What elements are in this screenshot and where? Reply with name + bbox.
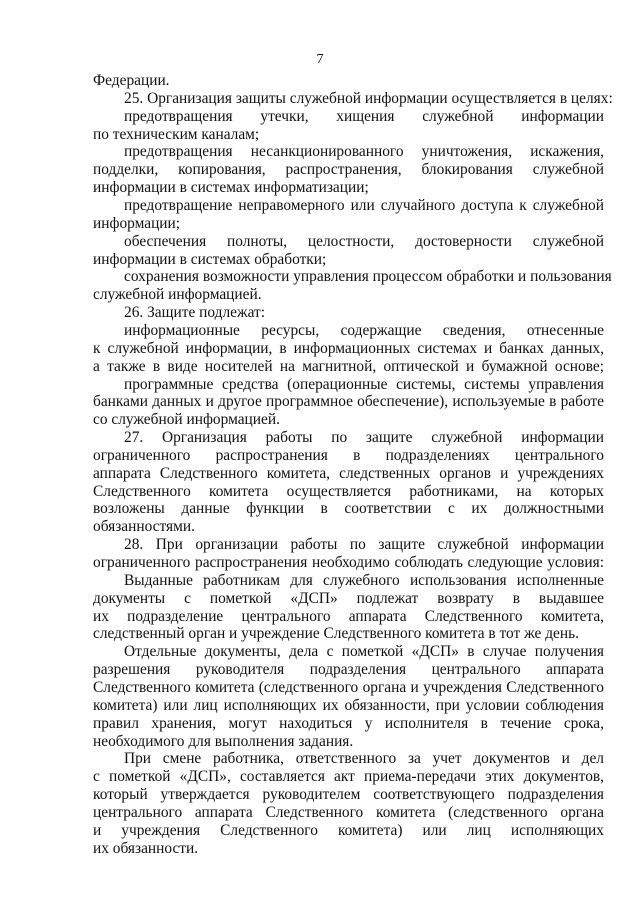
text-line: банками данных и другое программное обеспечение), используемые в работе	[93, 393, 604, 411]
text-line: программные средства (операционные системы, системы управления	[124, 375, 604, 393]
text-line: информации в системах обработки;	[93, 250, 327, 268]
text-line: комитета) или лиц исполняющих их обязанности, при условии соблюдения	[93, 696, 604, 714]
text-line: центрального аппарата Следственного комитета (следственного органа	[93, 803, 604, 821]
text-line: Выданные работникам для служебного использования исполненные	[124, 571, 604, 589]
text-line: со служебной информацией.	[93, 411, 280, 429]
text-line: служебной информацией.	[93, 286, 262, 304]
text-line: их обязанности.	[93, 839, 199, 857]
text-line: предотвращения несанкционированного уничтожения, искажения,	[124, 143, 604, 161]
text-line: ограниченного распространения в подразделениях центрального	[93, 446, 604, 464]
text-line: по техническим каналам;	[93, 125, 260, 143]
text-line: информации;	[93, 214, 181, 232]
text-line: 25. Организация защиты служебной информации осуществляется в целях:	[124, 89, 613, 107]
text-line: информационные ресурсы, содержащие сведения, отнесенные	[124, 321, 604, 339]
text-line: к служебной информации, в информационных системах и банках данных,	[93, 339, 604, 357]
text-line: подделки, копирования, распространения, блокирования служебной	[93, 161, 604, 179]
text-line: обеспечения полноты, целостности, достоверности служебной	[124, 232, 604, 250]
text-line: ограниченного распространения необходимо соблюдать следующие условия:	[93, 554, 604, 571]
text-line: с пометкой «ДСП», составляется акт приема-передачи этих документов,	[93, 768, 604, 786]
text-line: правил хранения, могут находиться у исполнителя в течение срока,	[93, 714, 604, 732]
text-line: Отдельные документы, дела с пометкой «ДСП» в случае получения	[124, 643, 604, 661]
text-line: который утверждается руководителем соответствующего подразделения	[93, 786, 604, 803]
text-line: предотвращение неправомерного или случайного доступа к служебной	[124, 197, 604, 214]
text-line: и учреждения Следственного комитета) или лиц исполняющих	[93, 821, 604, 839]
text-line: информации в системах информатизации;	[93, 179, 369, 197]
text-line: следственный орган и учреждение Следственного комитета в тот же день.	[93, 625, 579, 643]
text-line: аппарата Следственного комитета, следственных органов и учреждениях	[93, 464, 604, 482]
page-number: 7	[316, 52, 324, 67]
text-line: Федерации.	[93, 72, 170, 89]
text-line: 28. При организации работы по защите служебной информации	[124, 536, 604, 554]
text-line: предотвращения утечки, хищения служебной информации	[124, 107, 604, 125]
text-line: При смене работника, ответственного за учет документов и дел	[124, 750, 604, 768]
text-line: 27. Организация работы по защите служебной информации	[124, 429, 604, 446]
text-line: их подразделение центрального аппарата Следственного комитета,	[93, 607, 604, 625]
text-line: разрешения руководителя подразделения центрального аппарата	[93, 661, 604, 679]
text-line: Следственного комитета (следственного органа и учреждения Следственного	[93, 678, 604, 696]
text-line: сохранения возможности управления процессом обработки и пользования	[124, 268, 612, 286]
text-line: необходимого для выполнения задания.	[93, 732, 354, 750]
text-line: а также в виде носителей на магнитной, оптической и бумажной основе;	[93, 357, 604, 375]
text-line: Следственного комитета осуществляется работниками, на которых	[93, 482, 604, 500]
text-line: обязанностями.	[93, 518, 195, 536]
text-line: 26. Защите подлежат:	[124, 304, 266, 322]
text-line: возложены данные функции в соответствии с их должностными	[93, 500, 604, 518]
text-line: документы с пометкой «ДСП» подлежат возврату в выдавшее	[93, 589, 604, 607]
